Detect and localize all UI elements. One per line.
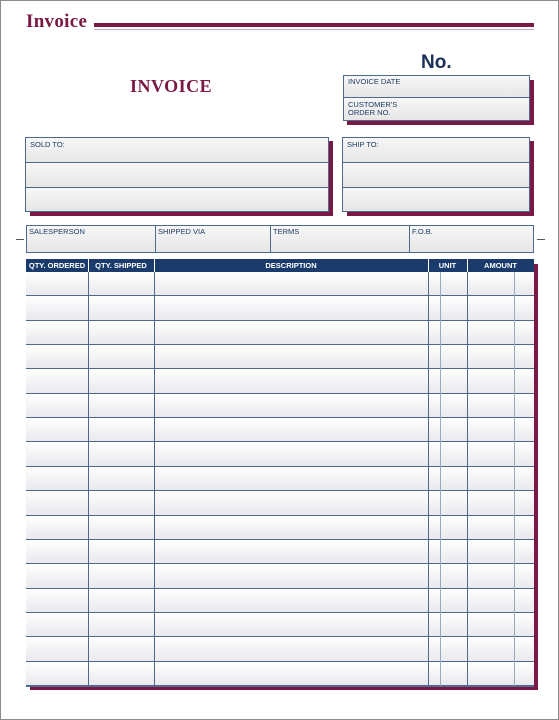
invoice-number-label: No. (421, 52, 452, 73)
sold-to-box[interactable] (25, 137, 329, 212)
margin-tick-right (537, 239, 545, 240)
customer-order-label-2: ORDER NO. (348, 108, 391, 117)
col-header-unit: UNIT (438, 261, 457, 270)
salesperson-label: SALESPERSON (29, 227, 85, 236)
invoice-info-box (343, 75, 530, 121)
col-header-description: DESCRIPTION (265, 261, 317, 270)
col-divider (440, 272, 441, 686)
shipped-via-label: SHIPPED VIA (158, 227, 206, 236)
col-divider (428, 272, 429, 686)
ship-to-label: SHIP TO: (347, 140, 379, 149)
table-row[interactable] (26, 589, 534, 613)
table-row[interactable] (26, 296, 534, 320)
table-row[interactable] (26, 418, 534, 442)
ship-to-box[interactable] (342, 137, 530, 212)
col-divider (154, 272, 155, 686)
table-row[interactable] (26, 369, 534, 393)
table-row[interactable] (26, 540, 534, 564)
sold-to-label: SOLD TO: (30, 140, 65, 149)
header-rule (94, 23, 534, 27)
invoice-date-label: INVOICE DATE (348, 77, 401, 86)
table-row[interactable] (26, 272, 534, 296)
form-title: INVOICE (130, 76, 213, 96)
table-row[interactable] (26, 662, 534, 686)
terms-label: TERMS (273, 227, 300, 236)
table-row[interactable] (26, 516, 534, 540)
table-row[interactable] (26, 394, 534, 418)
table-row[interactable] (26, 564, 534, 588)
header-rule-thin (94, 29, 534, 30)
col-divider (514, 272, 515, 686)
col-header-amount: AMOUNT (484, 261, 517, 270)
table-row[interactable] (26, 321, 534, 345)
table-row[interactable] (26, 467, 534, 491)
col-header-qty-shipped: QTY. SHIPPED (95, 261, 147, 270)
col-divider (88, 272, 89, 686)
fob-label: F.O.B. (412, 227, 433, 236)
table-row[interactable] (26, 442, 534, 466)
col-header-qty-ordered: QTY. ORDERED (28, 261, 86, 270)
col-divider (467, 272, 468, 686)
customer-order-label-1: CUSTOMER'S (348, 100, 398, 109)
margin-tick-left (16, 239, 24, 240)
table-row[interactable] (26, 491, 534, 515)
header-title: Invoice (26, 11, 88, 32)
table-row[interactable] (26, 613, 534, 637)
table-row[interactable] (26, 637, 534, 661)
table-row[interactable] (26, 345, 534, 369)
details-row (26, 225, 534, 253)
